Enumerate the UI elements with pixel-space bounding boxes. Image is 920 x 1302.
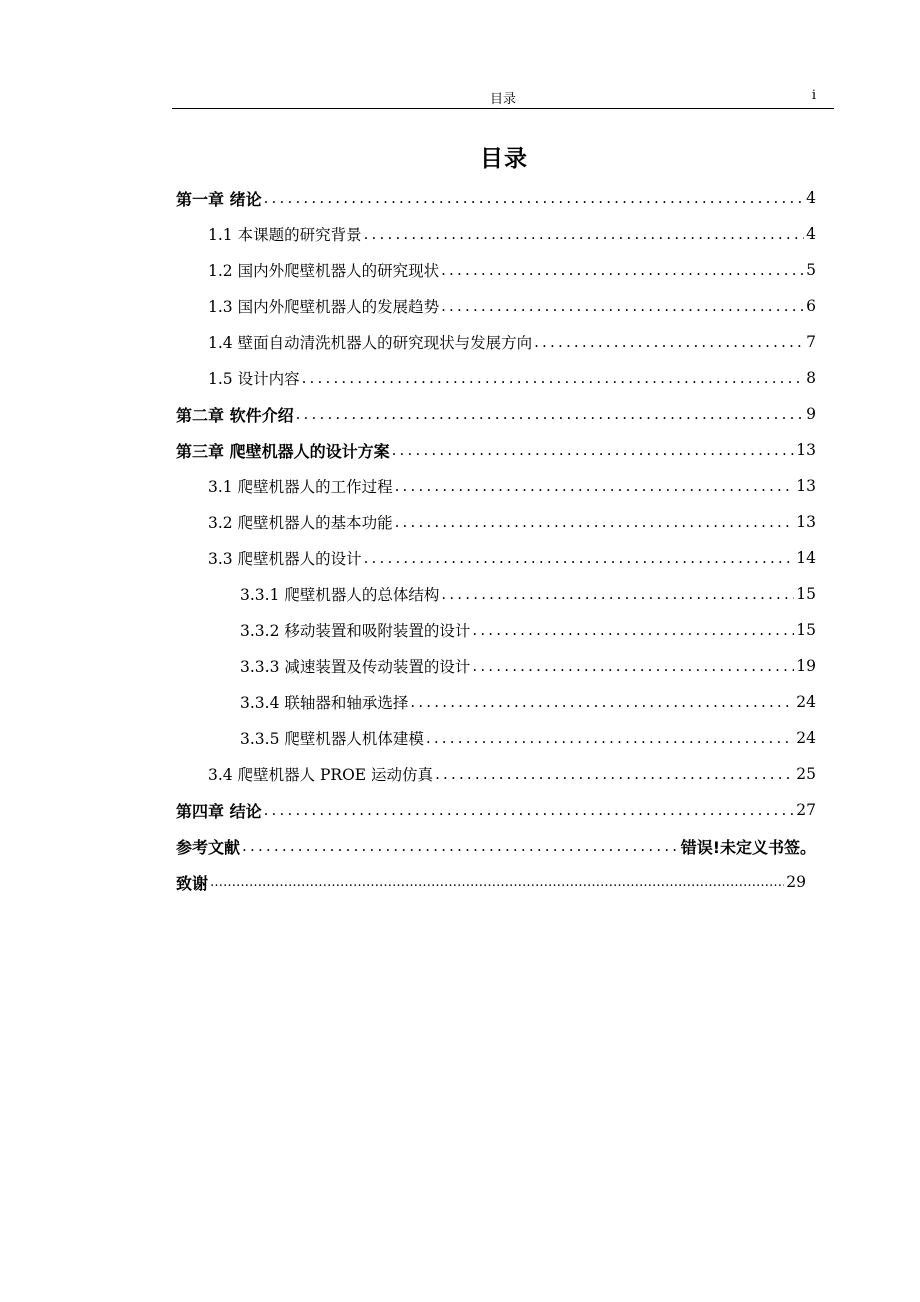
toc-entry-section-3-2[interactable]: [0, 504, 920, 540]
toc-entry-page: 29: [786, 873, 806, 891]
toc-entry-text: 3.3.5 爬壁机器人机体建模: [240, 730, 424, 748]
toc-entry-page: 6: [806, 297, 816, 315]
toc-entry-text: 3.3.2 移动装置和吸附装置的设计: [240, 622, 471, 640]
toc-entry-page: 24: [796, 729, 816, 747]
toc-leader-dots: [534, 333, 804, 351]
toc-entry-page: 19: [796, 657, 816, 675]
toc-entry-text: 第一章 绪论: [176, 189, 262, 209]
toc-entry-chapter-3[interactable]: [0, 432, 920, 468]
toc-leader-dots: [264, 801, 795, 819]
toc-entry-page: 7: [806, 333, 816, 351]
toc-entry-text: 1.2 国内外爬壁机器人的研究现状: [208, 262, 440, 280]
toc-entry-page: 13: [796, 477, 816, 495]
toc-leader-dots: [302, 369, 805, 387]
toc-leader-dots: [364, 549, 795, 567]
toc-entry-text: 1.5 设计内容: [208, 370, 300, 388]
toc-entry-subsection-3-3-4[interactable]: [0, 684, 920, 720]
toc-leader-dots: [435, 765, 794, 783]
toc-leader-dots: [296, 405, 805, 423]
toc-entry-page: 27: [796, 801, 816, 819]
toc-entry-chapter-4[interactable]: [0, 792, 920, 828]
toc-entry-section-1-1[interactable]: [0, 216, 920, 252]
toc-entry-text: 第四章 结论: [176, 801, 262, 821]
toc-entry-text: 3.2 爬壁机器人的基本功能: [208, 514, 393, 532]
toc-entry-page: 8: [806, 369, 816, 387]
toc-leader-dots: [392, 441, 795, 459]
toc-entry-section-1-2[interactable]: [0, 252, 920, 288]
toc-entry-text: 3.3.1 爬壁机器人的总体结构: [240, 586, 440, 604]
toc-entry-text: 参考文献: [176, 837, 241, 857]
toc-entry-page: 15: [796, 621, 816, 639]
header-title: 目录: [489, 92, 516, 107]
toc-entry-page: 4: [806, 225, 816, 243]
toc-entry-acknowledgements[interactable]: [0, 864, 920, 900]
toc-entry-page: 5: [806, 261, 816, 279]
toc-entry-page: 24: [796, 693, 816, 711]
toc-leader-dots: [472, 621, 794, 639]
toc-leader-dots: [210, 875, 784, 890]
toc-leader-dots: [395, 513, 795, 531]
toc-entry-text: 1.3 国内外爬壁机器人的发展趋势: [208, 298, 440, 316]
toc-entry-section-1-4[interactable]: [0, 324, 920, 360]
toc-leader-dots: [410, 693, 794, 711]
page-header: [172, 86, 834, 109]
toc-entry-section-1-5[interactable]: [0, 360, 920, 396]
toc-entry-text: 1.4 壁面自动清洗机器人的研究现状与发展方向: [208, 334, 533, 352]
toc-leader-dots: [264, 189, 805, 207]
toc-entry-references[interactable]: [0, 828, 920, 864]
toc-entry-text: 3.3.4 联轴器和轴承选择: [240, 694, 409, 712]
toc-leader-dots: [441, 585, 794, 603]
toc-entry-text: 致谢: [176, 873, 209, 893]
toc-entry-page: 25: [796, 765, 816, 783]
toc-entry-subsection-3-3-3[interactable]: [0, 648, 920, 684]
toc-entry-text: 3.4 爬壁机器人 PROE 运动仿真: [208, 766, 434, 784]
toc-entry-section-3-1[interactable]: [0, 468, 920, 504]
toc-entry-text: 3.3.3 减速装置及传动装置的设计: [240, 658, 471, 676]
header-page-number: i: [811, 88, 816, 103]
toc-entry-text: 第三章 爬壁机器人的设计方案: [176, 441, 390, 461]
toc-entry-text: 3.3 爬壁机器人的设计: [208, 550, 362, 568]
toc-leader-dots: [426, 729, 794, 747]
toc-entry-page: 13: [796, 441, 816, 459]
toc-entry-page: 4: [806, 189, 816, 207]
toc-entry-section-3-3[interactable]: [0, 540, 920, 576]
document-title: 目录: [480, 146, 528, 172]
toc-entry-text: 1.1 本课题的研究背景: [208, 226, 362, 244]
toc-entry-chapter-1[interactable]: [0, 180, 920, 216]
toc-entry-page: 13: [796, 513, 816, 531]
toc-entry-subsection-3-3-2[interactable]: [0, 612, 920, 648]
toc-entry-section-3-4[interactable]: [0, 756, 920, 792]
toc-entry-text: 第二章 软件介绍: [176, 405, 294, 425]
toc-leader-dots: [472, 657, 794, 675]
toc-entry-page: 15: [796, 585, 816, 603]
toc-leader-dots: [242, 837, 679, 855]
toc-leader-dots: [441, 261, 804, 279]
toc-entry-subsection-3-3-1[interactable]: [0, 576, 920, 612]
toc-leader-dots: [441, 297, 804, 315]
toc-entry-page-error: 错误!未定义书签。: [680, 837, 816, 857]
toc-entry-text: 3.1 爬壁机器人的工作过程: [208, 478, 393, 496]
toc-leader-dots: [395, 477, 795, 495]
toc-leader-dots: [364, 225, 805, 243]
toc-entry-page: 14: [796, 549, 816, 567]
toc-entry-subsection-3-3-5[interactable]: [0, 720, 920, 756]
toc-entry-page: 9: [806, 405, 816, 423]
toc-entry-chapter-2[interactable]: [0, 396, 920, 432]
toc-entry-section-1-3[interactable]: [0, 288, 920, 324]
